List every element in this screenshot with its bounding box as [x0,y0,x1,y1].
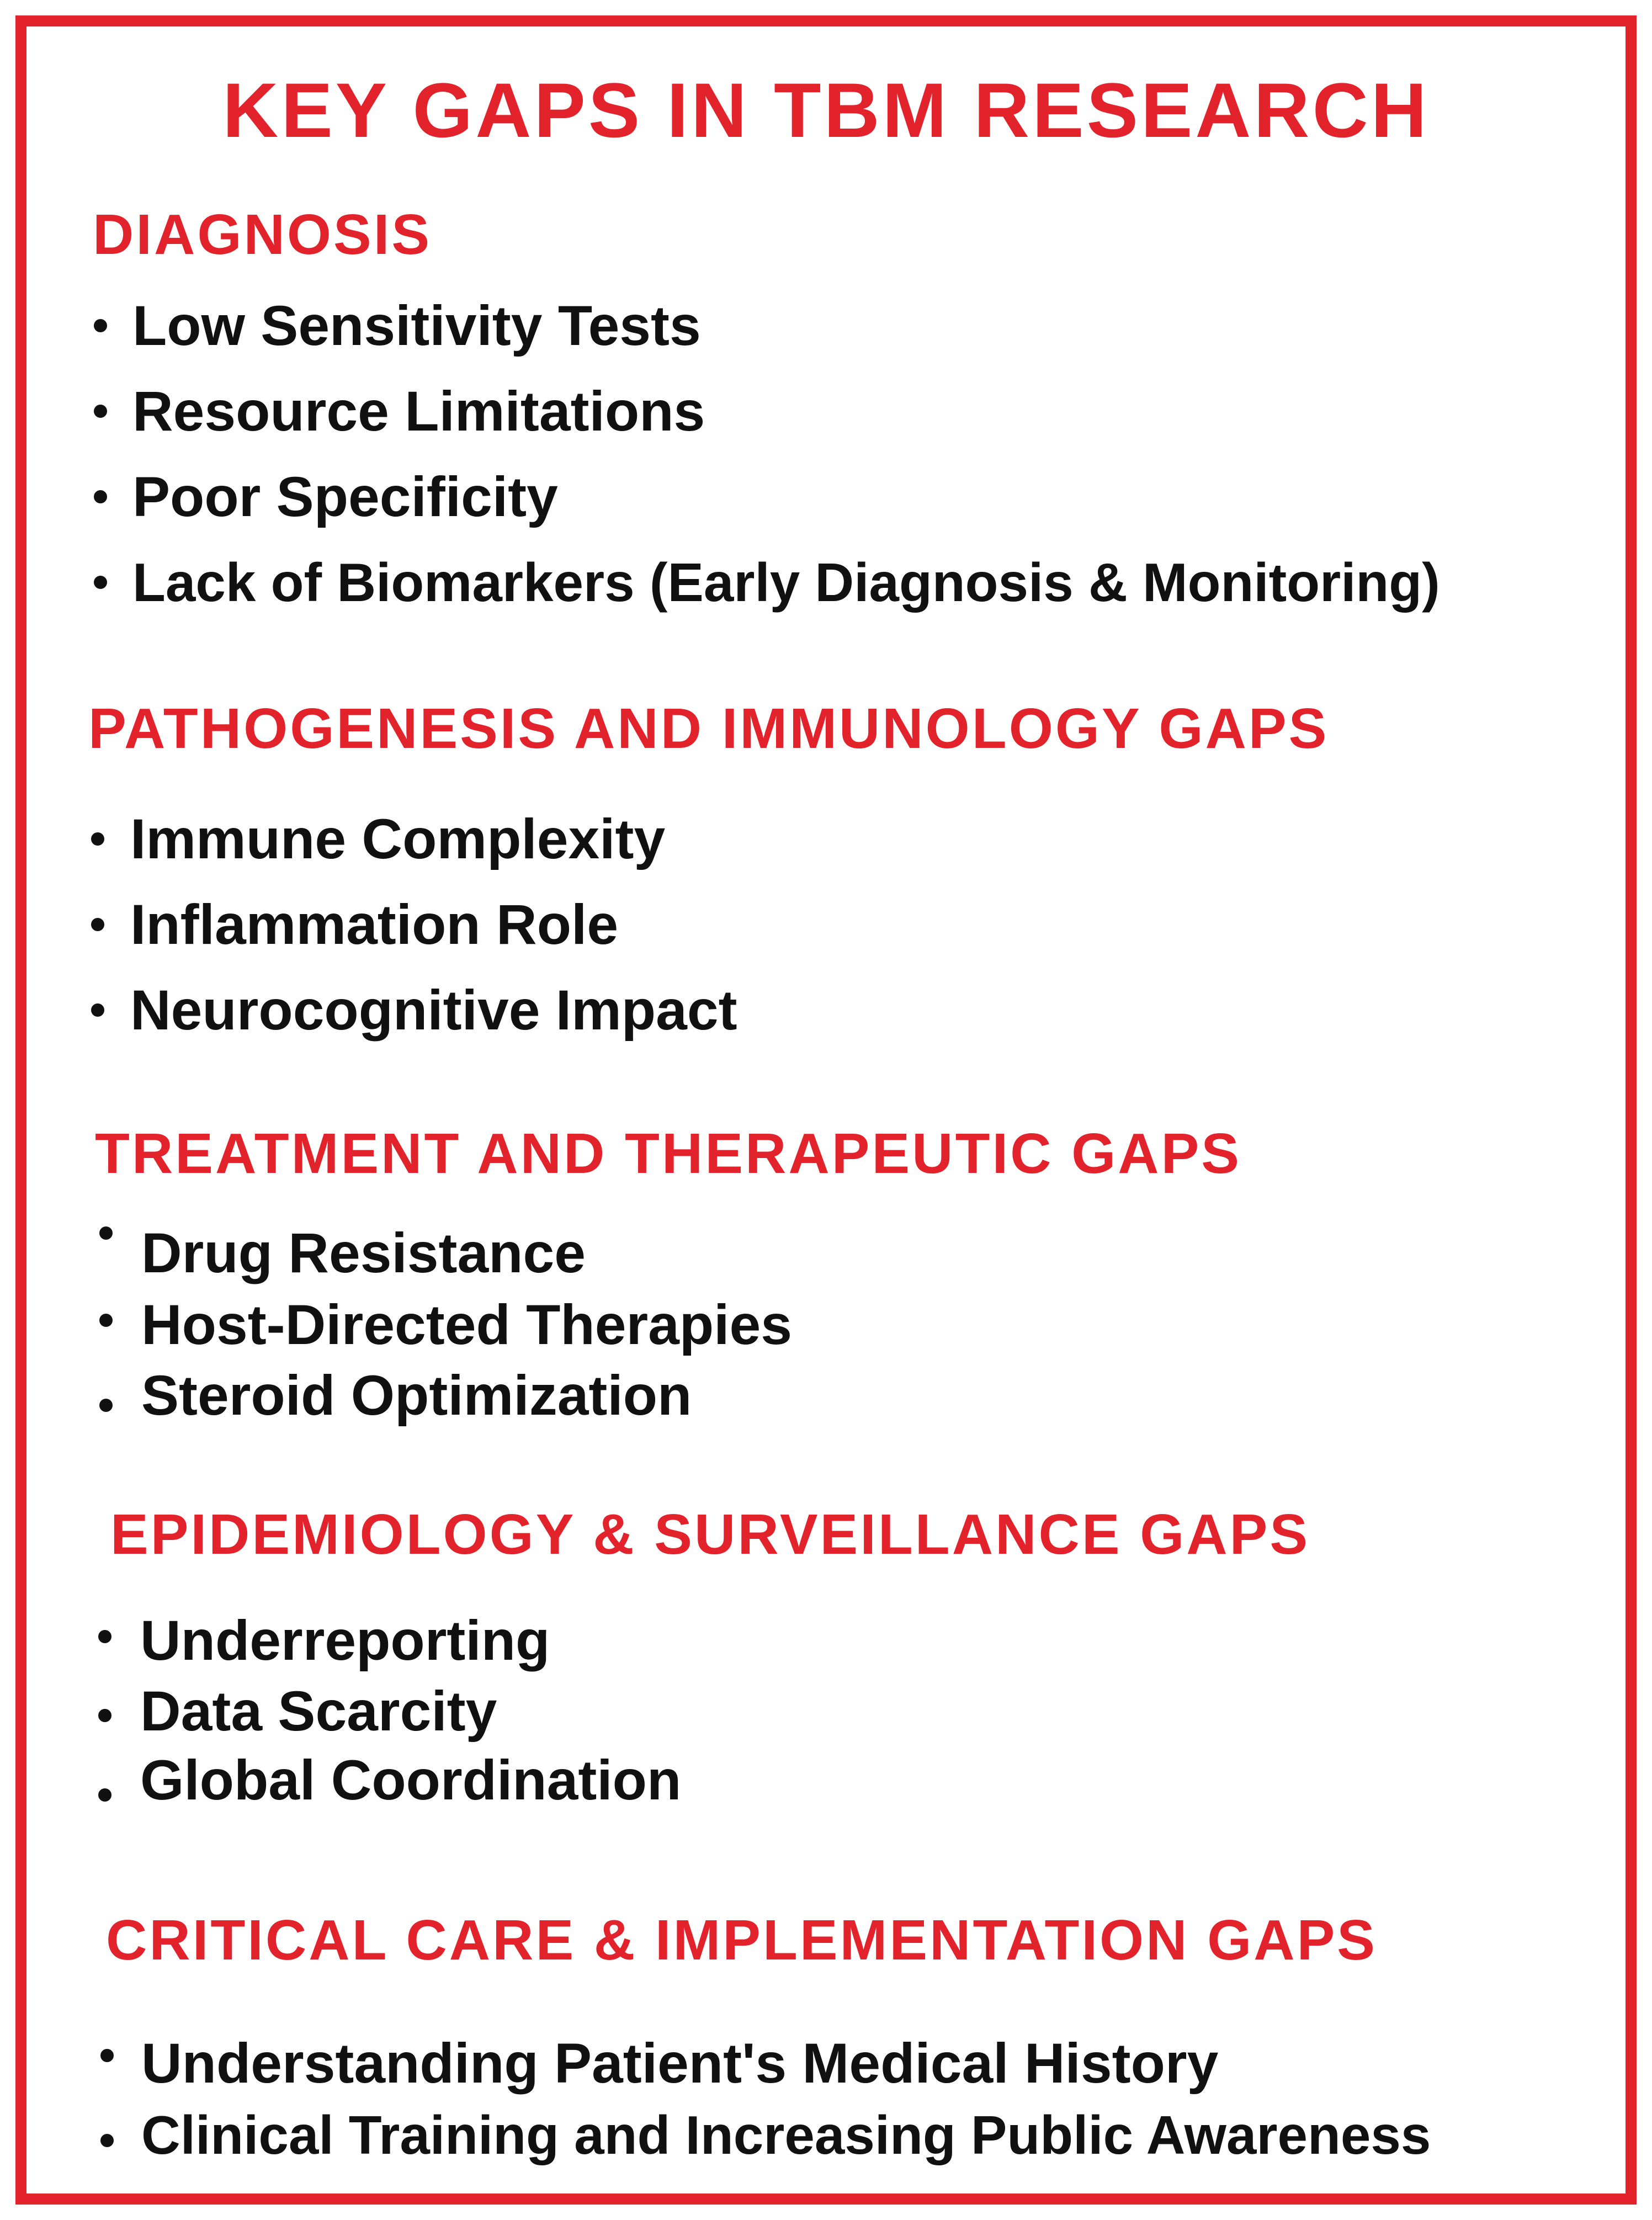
page-title: KEY GAPS IN TBM RESEARCH [222,67,1430,153]
section-heading-pathogenesis: PATHOGENESIS AND IMMUNOLOGY GAPS [88,697,1329,760]
bullet-icon [94,576,107,589]
list-item: Underreporting [140,1609,550,1672]
bullet-icon [100,2049,114,2062]
list-item: Understanding Patient's Medical History [141,2032,1219,2095]
bullet-icon [94,319,107,332]
list-item: Host-Directed Therapies [141,1293,792,1356]
bullet-icon [94,405,107,418]
bullet-icon [100,2134,114,2147]
list-item: Neurocognitive Impact [130,979,737,1042]
bullet-icon [91,918,104,931]
list-item: Immune Complexity [130,808,666,870]
list-item: Clinical Training and Increasing Public Awareness [141,2105,1431,2165]
list-item: Poor Specificity [132,465,558,528]
section-heading-epidemiology: EPIDEMIOLOGY & SURVEILLANCE GAPS [110,1502,1310,1566]
list-item: Low Sensitivity Tests [132,294,701,357]
list-item: Global Coordination [140,1749,682,1812]
list-item: Lack of Biomarkers (Early Diagnosis & Monitoring) [132,552,1440,613]
list-item: Data Scarcity [140,1680,497,1743]
list-item: Steroid Optimization [141,1364,692,1427]
bullet-icon [98,1709,111,1722]
bullet-icon [91,1003,104,1017]
list-item: Resource Limitations [132,380,705,443]
bullet-icon [94,490,107,503]
list-item: Drug Resistance [141,1221,586,1284]
section-heading-treatment: TREATMENT AND THERAPEUTIC GAPS [95,1122,1241,1185]
bullet-icon [99,1399,113,1412]
bullet-icon [91,832,104,846]
bullet-icon [99,1226,113,1240]
bullet-icon [98,1788,111,1802]
bullet-icon [99,1314,113,1327]
section-heading-diagnosis: DIAGNOSIS [93,203,432,266]
list-item: Inflammation Role [130,893,619,956]
section-heading-critical-care: CRITICAL CARE & IMPLEMENTATION GAPS [106,1908,1377,1972]
bullet-icon [98,1630,111,1643]
